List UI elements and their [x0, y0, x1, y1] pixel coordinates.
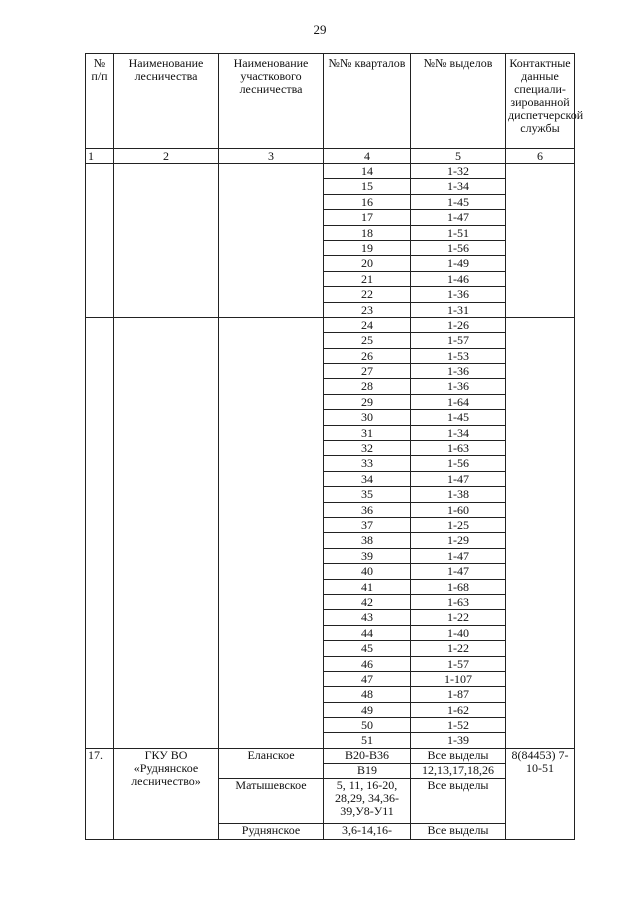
table-row [86, 748, 575, 763]
quarter-cell: 27 [324, 364, 411, 379]
plots-cell: 1-25 [411, 517, 506, 532]
quarter-cell: 22 [324, 287, 411, 302]
quarter-cell: 42 [324, 594, 411, 609]
column-number: 5 [411, 149, 506, 164]
empty-number-cell [86, 317, 114, 748]
quarter-cell: 50 [324, 718, 411, 733]
plots-cell: 1-38 [411, 487, 506, 502]
quarter-cell: 30 [324, 410, 411, 425]
quarter-cell: 5, 11, 16-20, 28,29, 34,36-39,У8-У11 [324, 778, 411, 823]
column-number: 6 [506, 149, 575, 164]
plots-cell: 1-47 [411, 210, 506, 225]
plots-cell: 1-32 [411, 164, 506, 179]
plots-cell: Все выделы [411, 748, 506, 763]
plots-cell: 1-34 [411, 179, 506, 194]
plots-cell: 1-68 [411, 579, 506, 594]
forestry-table [85, 53, 584, 840]
plots-cell: 1-62 [411, 702, 506, 717]
plots-cell: 1-63 [411, 594, 506, 609]
quarter-cell: 33 [324, 456, 411, 471]
plots-cell: 1-26 [411, 317, 506, 332]
plots-cell: 1-29 [411, 533, 506, 548]
quarter-cell: 29 [324, 394, 411, 409]
quarter-cell: 39 [324, 548, 411, 563]
header-contacts: Контактные данные специали-зированной диспетчерской службы [506, 54, 575, 149]
empty-district-cell [219, 164, 324, 318]
plots-cell: 1-46 [411, 271, 506, 286]
plots-cell: 1-87 [411, 687, 506, 702]
quarter-cell: 51 [324, 733, 411, 748]
plots-cell: 1-45 [411, 410, 506, 425]
quarter-cell: 18 [324, 225, 411, 240]
empty-number-cell [86, 164, 114, 318]
quarter-cell: 35 [324, 487, 411, 502]
quarter-cell: 19 [324, 240, 411, 255]
plots-cell: 1-52 [411, 718, 506, 733]
quarter-cell: 20 [324, 256, 411, 271]
quarter-cell: 34 [324, 471, 411, 486]
quarter-cell: 28 [324, 379, 411, 394]
plots-cell: 1-56 [411, 456, 506, 471]
plots-cell: 1-47 [411, 471, 506, 486]
plots-cell: 1-36 [411, 287, 506, 302]
plots-cell: 1-63 [411, 441, 506, 456]
column-number: 3 [219, 149, 324, 164]
plots-cell: 1-64 [411, 394, 506, 409]
contact-phone: 8(84453) 7-10-51 [506, 748, 575, 839]
header-district: Наименование участкового лесничества [219, 54, 324, 149]
header-forestry: Наименование лесничества [114, 54, 219, 149]
column-number: 1 [86, 149, 114, 164]
quarter-cell: 26 [324, 348, 411, 363]
plots-cell: 1-47 [411, 548, 506, 563]
plots-cell: 1-60 [411, 502, 506, 517]
quarter-cell: 46 [324, 656, 411, 671]
quarter-cell: 31 [324, 425, 411, 440]
empty-district-cell [219, 317, 324, 748]
quarter-cell: 40 [324, 564, 411, 579]
plots-cell: 1-57 [411, 333, 506, 348]
plots-cell: 1-53 [411, 348, 506, 363]
plots-cell: 1-49 [411, 256, 506, 271]
quarter-cell: 36 [324, 502, 411, 517]
quarter-cell: 49 [324, 702, 411, 717]
quarter-cell: В19 [324, 763, 411, 778]
quarter-cell: 23 [324, 302, 411, 317]
plots-cell: 1-47 [411, 564, 506, 579]
column-number-row [86, 149, 575, 164]
plots-cell: 1-107 [411, 671, 506, 686]
quarter-cell: 21 [324, 271, 411, 286]
plots-cell: 1-31 [411, 302, 506, 317]
plots-cell: 1-22 [411, 610, 506, 625]
quarter-cell: 17 [324, 210, 411, 225]
quarter-cell: 37 [324, 517, 411, 532]
empty-contact-cell [506, 317, 575, 748]
column-number: 4 [324, 149, 411, 164]
plots-cell: 1-39 [411, 733, 506, 748]
plots-cell: 1-36 [411, 364, 506, 379]
column-number: 2 [114, 149, 219, 164]
plots-cell: Все выделы [411, 823, 506, 839]
table-row [86, 317, 575, 332]
plots-cell: 12,13,17,18,26 [411, 763, 506, 778]
quarter-cell: В20-В36 [324, 748, 411, 763]
quarter-cell: 3,6-14,16- [324, 823, 411, 839]
quarter-cell: 43 [324, 610, 411, 625]
quarter-cell: 44 [324, 625, 411, 640]
empty-contact-cell [506, 164, 575, 318]
quarter-cell: 24 [324, 317, 411, 332]
plots-cell: 1-22 [411, 641, 506, 656]
district-name: Матышевское [219, 778, 324, 823]
plots-cell: 1-40 [411, 625, 506, 640]
empty-forestry-cell [114, 164, 219, 318]
quarter-cell: 14 [324, 164, 411, 179]
quarter-cell: 47 [324, 671, 411, 686]
quarter-cell: 15 [324, 179, 411, 194]
quarter-cell: 25 [324, 333, 411, 348]
plots-cell: 1-51 [411, 225, 506, 240]
header-quarters: №№ кварталов [324, 54, 411, 149]
table-row [86, 164, 575, 179]
plots-cell: Все выделы [411, 778, 506, 823]
empty-forestry-cell [114, 317, 219, 748]
quarter-cell: 45 [324, 641, 411, 656]
plots-cell: 1-36 [411, 379, 506, 394]
quarter-cell: 38 [324, 533, 411, 548]
header-number: № п/п [86, 54, 114, 149]
quarter-cell: 48 [324, 687, 411, 702]
plots-cell: 1-56 [411, 240, 506, 255]
plots-cell: 1-34 [411, 425, 506, 440]
entry-number: 17. [86, 748, 114, 839]
forestry-name: ГКУ ВО «Руднянское лесничество» [114, 748, 219, 839]
quarter-cell: 41 [324, 579, 411, 594]
plots-cell: 1-45 [411, 194, 506, 209]
header-plots: №№ выделов [411, 54, 506, 149]
district-name: Руднянское [219, 823, 324, 839]
page-number: 29 [313, 22, 327, 37]
quarter-cell: 16 [324, 194, 411, 209]
table-header-row [86, 54, 575, 149]
district-name: Еланское [219, 748, 324, 778]
plots-cell: 1-57 [411, 656, 506, 671]
quarter-cell: 32 [324, 441, 411, 456]
